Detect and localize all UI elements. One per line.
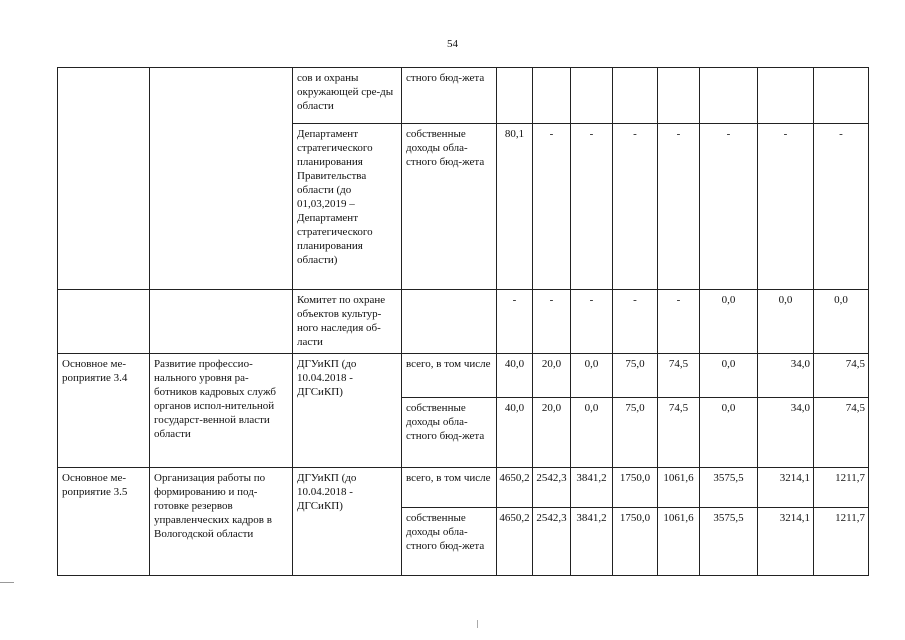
value-cell: [571, 68, 613, 124]
value-cell: 3214,1: [758, 468, 814, 508]
measure-cell: Основное ме-роприятие 3.4: [58, 354, 150, 468]
value-cell: 1750,0: [613, 468, 658, 508]
value-cell: 80,1: [497, 124, 533, 290]
value-cell: -: [814, 124, 869, 290]
value-cell: [613, 68, 658, 124]
budget-table: [57, 67, 869, 576]
description-cell: [150, 68, 293, 290]
table-row: [58, 290, 869, 354]
value-cell: 3575,5: [700, 468, 758, 508]
funding-source-cell: [402, 290, 497, 354]
value-cell: 0,0: [700, 354, 758, 398]
scan-edge-mark: [477, 620, 478, 628]
value-cell: 74,5: [814, 354, 869, 398]
value-cell: -: [658, 290, 700, 354]
value-cell: [497, 68, 533, 124]
value-cell: 75,0: [613, 398, 658, 468]
executor-cell: ДГУиКП (до 10.04.2018 - ДГСиКП): [293, 354, 402, 468]
funding-source-cell: всего, в том числе: [402, 354, 497, 398]
funding-source-cell: собственные доходы обла-стного бюд-жета: [402, 398, 497, 468]
table-row: [58, 68, 869, 124]
value-cell: 1211,7: [814, 508, 869, 576]
value-cell: 74,5: [814, 398, 869, 468]
value-cell: -: [533, 290, 571, 354]
value-cell: 0,0: [814, 290, 869, 354]
value-cell: 0,0: [571, 398, 613, 468]
table-row: [58, 468, 869, 508]
value-cell: 1211,7: [814, 468, 869, 508]
value-cell: 74,5: [658, 398, 700, 468]
executor-cell: Департамент стратегического планирования Правительства области (до 01,03,2019 – Департамент стратегического планирования области): [293, 124, 402, 290]
executor-cell: ДГУиКП (до 10.04.2018 - ДГСиКП): [293, 468, 402, 576]
value-cell: 0,0: [571, 354, 613, 398]
value-cell: -: [758, 124, 814, 290]
funding-source-cell: собственные доходы обла-стного бюд-жета: [402, 508, 497, 576]
value-cell: [533, 68, 571, 124]
value-cell: 1061,6: [658, 468, 700, 508]
measure-cell: Основное ме-роприятие 3.5: [58, 468, 150, 576]
funding-source-cell: стного бюд-жета: [402, 68, 497, 124]
description-cell: [150, 290, 293, 354]
scan-edge-mark: [0, 582, 14, 583]
executor-cell: сов и охраны окружающей сре-ды области: [293, 68, 402, 124]
executor-cell: Комитет по охране объектов культур-ного наследия об-ласти: [293, 290, 402, 354]
value-cell: 4650,2: [497, 468, 533, 508]
value-cell: 2542,3: [533, 468, 571, 508]
value-cell: [700, 68, 758, 124]
table-row: [58, 354, 869, 398]
value-cell: 4650,2: [497, 508, 533, 576]
value-cell: 3841,2: [571, 468, 613, 508]
value-cell: 34,0: [758, 398, 814, 468]
value-cell: 1750,0: [613, 508, 658, 576]
value-cell: -: [613, 290, 658, 354]
value-cell: 40,0: [497, 354, 533, 398]
value-cell: 34,0: [758, 354, 814, 398]
value-cell: -: [613, 124, 658, 290]
value-cell: 0,0: [700, 398, 758, 468]
value-cell: 20,0: [533, 398, 571, 468]
value-cell: 0,0: [700, 290, 758, 354]
value-cell: 40,0: [497, 398, 533, 468]
funding-source-cell: всего, в том числе: [402, 468, 497, 508]
value-cell: -: [700, 124, 758, 290]
value-cell: 3575,5: [700, 508, 758, 576]
measure-cell: [58, 290, 150, 354]
value-cell: -: [497, 290, 533, 354]
value-cell: 2542,3: [533, 508, 571, 576]
value-cell: [814, 68, 869, 124]
value-cell: -: [571, 124, 613, 290]
page-number: 54: [447, 38, 458, 50]
description-cell: Развитие профессио-нального уровня ра-ботников кадровых служб органов испол-нительной государст-венной власти области: [150, 354, 293, 468]
value-cell: -: [571, 290, 613, 354]
value-cell: [758, 68, 814, 124]
value-cell: [658, 68, 700, 124]
description-cell: Организация работы по формированию и под-готовке резервов управленческих кадров в Вологодской области: [150, 468, 293, 576]
value-cell: 0,0: [758, 290, 814, 354]
value-cell: -: [658, 124, 700, 290]
value-cell: 74,5: [658, 354, 700, 398]
value-cell: -: [533, 124, 571, 290]
funding-source-cell: собственные доходы обла-стного бюд-жета: [402, 124, 497, 290]
value-cell: 1061,6: [658, 508, 700, 576]
value-cell: 3841,2: [571, 508, 613, 576]
value-cell: 3214,1: [758, 508, 814, 576]
measure-cell: [58, 68, 150, 290]
value-cell: 20,0: [533, 354, 571, 398]
value-cell: 75,0: [613, 354, 658, 398]
